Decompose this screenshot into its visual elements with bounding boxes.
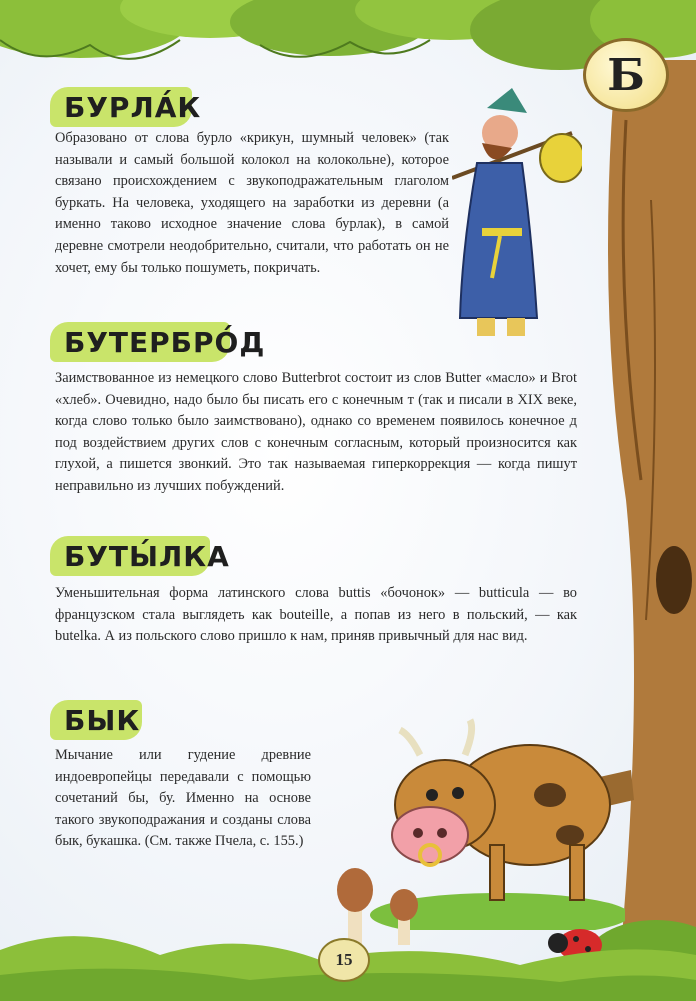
entry-heading-burlak: БУРЛА́К <box>50 87 192 127</box>
entry-heading-byk: БЫК <box>50 700 142 740</box>
entry-text-buterbrod: Заимствованное из немецкого слово Butterbrot состоит из слов Butter «масло» и Brot «хлеб». Очевидно, надо было бы писать его с конечным т (так и писали в XIX веке, когда слово только было заимствовано), однако со временем появилось конечное д под воздействием других слов с конечным согласным, который произносится как глухой, а пишется звонкий. Это так называемая гиперкоррекция — когда пишут неправильно из лучших побуждений. <box>55 370 577 494</box>
entry-heading-buterbrod: БУТЕРБРО́Д <box>50 322 230 362</box>
entry-text-byk: Мычание или гудение древние индоевропейцы передавали с помощью сочетаний бы, бу. Именно на основе такого звукоподражания и созданы слова бык, букашка. (См. также Пчела, с. 155.) <box>55 747 311 850</box>
entry-text-butylka: Уменьшительная форма латинского слова buttis «бочонок» — butticula — во французском стала выглядеть как bouteille, а попав из него в польский, — как butelka. А из польского слово пришло к нам, приняв привычный для нас вид. <box>55 585 577 645</box>
entry-text-burlak: Образовано от слова бурло «крикун, шумный человек» (так называли и самый большой колокол на колокольне), которое связано происхождением с звукоподражательным глаголом буркать. На человека, уходящего на заработки из деревни (а именно таково исходное значение слова бурлак), в самой деревне смотрели неодобрительно, считали, что работать он не хочет, ему бы только пошуметь, покричать. <box>55 130 449 276</box>
entry-heading-butylka: БУТЫ́ЛКА <box>50 536 210 576</box>
alphabet-letter-badge: Б <box>583 38 669 112</box>
barge-hauler-illustration <box>452 88 582 350</box>
page-number: 15 <box>318 938 370 982</box>
